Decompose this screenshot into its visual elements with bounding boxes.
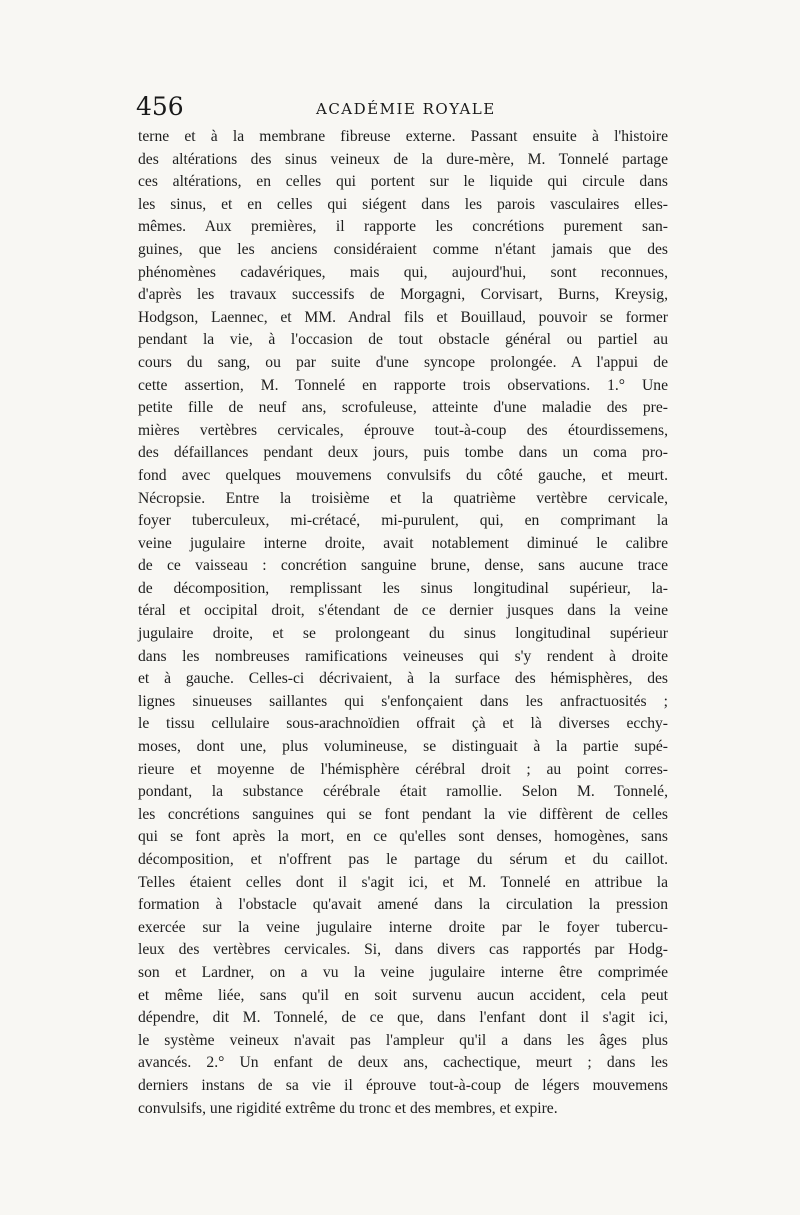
- body-text: [138, 126, 668, 1120]
- text-line: son et Lardner, on a vu la veine jugulaire interne être comprimée: [138, 963, 668, 981]
- text-line: derniers instans de sa vie il éprouve tout-à-coup de légers mouvemens: [138, 1076, 668, 1094]
- text-line: petite fille de neuf ans, scrofuleuse, atteinte d'une maladie des pre-: [138, 399, 668, 417]
- text-line: d'après les travaux successifs de Morgagni, Corvisart, Burns, Kreysig,: [138, 286, 668, 304]
- text-line: pondant, la substance cérébrale était ramollie. Selon M. Tonnelé,: [138, 783, 668, 801]
- text-line: formation à l'obstacle qu'avait amené dans la circulation la pression: [138, 896, 668, 914]
- text-line: exercée sur la veine jugulaire interne droite par le foyer tubercu-: [138, 918, 668, 936]
- text-line: téral et occipital droit, s'étendant de ce dernier jusques dans la veine: [138, 602, 668, 620]
- text-line: qui se font après la mort, en ce qu'elles sont denses, homogènes, sans: [138, 828, 668, 846]
- text-line: moses, dont une, plus volumineuse, se distinguait à la partie supé-: [138, 738, 668, 756]
- text-line: Nécropsie. Entre la troisième et la quatrième vertèbre cervicale,: [138, 489, 668, 507]
- text-line: de ce vaisseau : concrétion sanguine brune, dense, sans aucune trace: [138, 557, 668, 575]
- text-line: avancés. 2.° Un enfant de deux ans, cachectique, meurt ; dans les: [138, 1054, 668, 1072]
- running-head: ACADÉMIE ROYALE: [316, 100, 496, 118]
- page-header: [136, 92, 666, 124]
- text-line: cours du sang, ou par suite d'une syncope prolongée. A l'appui de: [138, 353, 668, 371]
- text-line: le tissu cellulaire sous-arachnoïdien offrait çà et là diverses ecchy-: [138, 715, 668, 733]
- text-line: Hodgson, Laennec, et MM. Andral fils et Bouillaud, pouvoir se former: [138, 308, 668, 326]
- text-line: Telles étaient celles dont il s'agit ici, et M. Tonnelé en attribue la: [138, 873, 668, 891]
- text-line: guines, que les anciens considéraient comme n'étant jamais que des: [138, 240, 668, 258]
- text-line: le système veineux n'avait pas l'ampleur qu'il a dans les âges plus: [138, 1031, 668, 1049]
- text-line: pendant la vie, à l'occasion de tout obstacle général ou partiel au: [138, 331, 668, 349]
- text-line: les sinus, et en celles qui siégent dans les parois vasculaires elles-: [138, 195, 668, 213]
- text-line: et même liée, sans qu'il en soit survenu aucun accident, cela peut: [138, 986, 668, 1004]
- text-line: dans les nombreuses ramifications veineuses qui s'y rendent à droite: [138, 647, 668, 665]
- text-line: dépendre, dit M. Tonnelé, de ce que, dans l'enfant dont il s'agit ici,: [138, 1009, 668, 1027]
- text-line: décomposition, et n'offrent pas le partage du sérum et du caillot.: [138, 851, 668, 868]
- text-line: mêmes. Aux premières, il rapporte les concrétions purement san-: [138, 218, 668, 236]
- text-line: veine jugulaire interne droite, avait notablement diminué le calibre: [138, 534, 668, 552]
- text-line: terne et à la membrane fibreuse externe. Passant ensuite à l'histoire: [138, 128, 668, 145]
- text-line: foyer tuberculeux, mi-crétacé, mi-purulent, qui, en comprimant la: [138, 512, 668, 530]
- text-line: des altérations des sinus veineux de la dure-mère, M. Tonnelé partage: [138, 150, 668, 168]
- page-number: 456: [136, 92, 184, 121]
- text-line: convulsifs, une rigidité extrême du tronc et des membres, et expire.: [138, 1099, 558, 1117]
- text-line: et à gauche. Celles-ci décrivaient, à la surface des hémisphères, des: [138, 670, 668, 688]
- text-line: mières vertèbres cervicales, éprouve tout-à-coup des étourdissemens,: [138, 421, 668, 439]
- text-line: rieure et moyenne de l'hémisphère cérébral droit ; au point corres-: [138, 760, 668, 778]
- text-line: lignes sinueuses saillantes qui s'enfonçaient dans les anfractuosités ;: [138, 692, 668, 710]
- text-line: les concrétions sanguines qui se font pendant la vie diffèrent de celles: [138, 805, 668, 823]
- text-line: de décomposition, remplissant les sinus longitudinal supérieur, la-: [138, 579, 668, 597]
- text-line: ces altérations, en celles qui portent sur le liquide qui circule dans: [138, 173, 668, 191]
- text-line: leux des vertèbres cervicales. Si, dans divers cas rapportés par Hodg-: [138, 941, 668, 959]
- text-line: cette assertion, M. Tonnelé en rapporte trois observations. 1.° Une: [138, 376, 668, 394]
- text-line: jugulaire droite, et se prolongeant du sinus longitudinal supérieur: [138, 625, 668, 643]
- text-line: phénomènes cadavériques, mais qui, aujourd'hui, sont reconnues,: [138, 263, 668, 281]
- text-line: des défaillances pendant deux jours, puis tombe dans un coma pro-: [138, 444, 668, 462]
- text-line: fond avec quelques mouvemens convulsifs du côté gauche, et meurt.: [138, 466, 668, 484]
